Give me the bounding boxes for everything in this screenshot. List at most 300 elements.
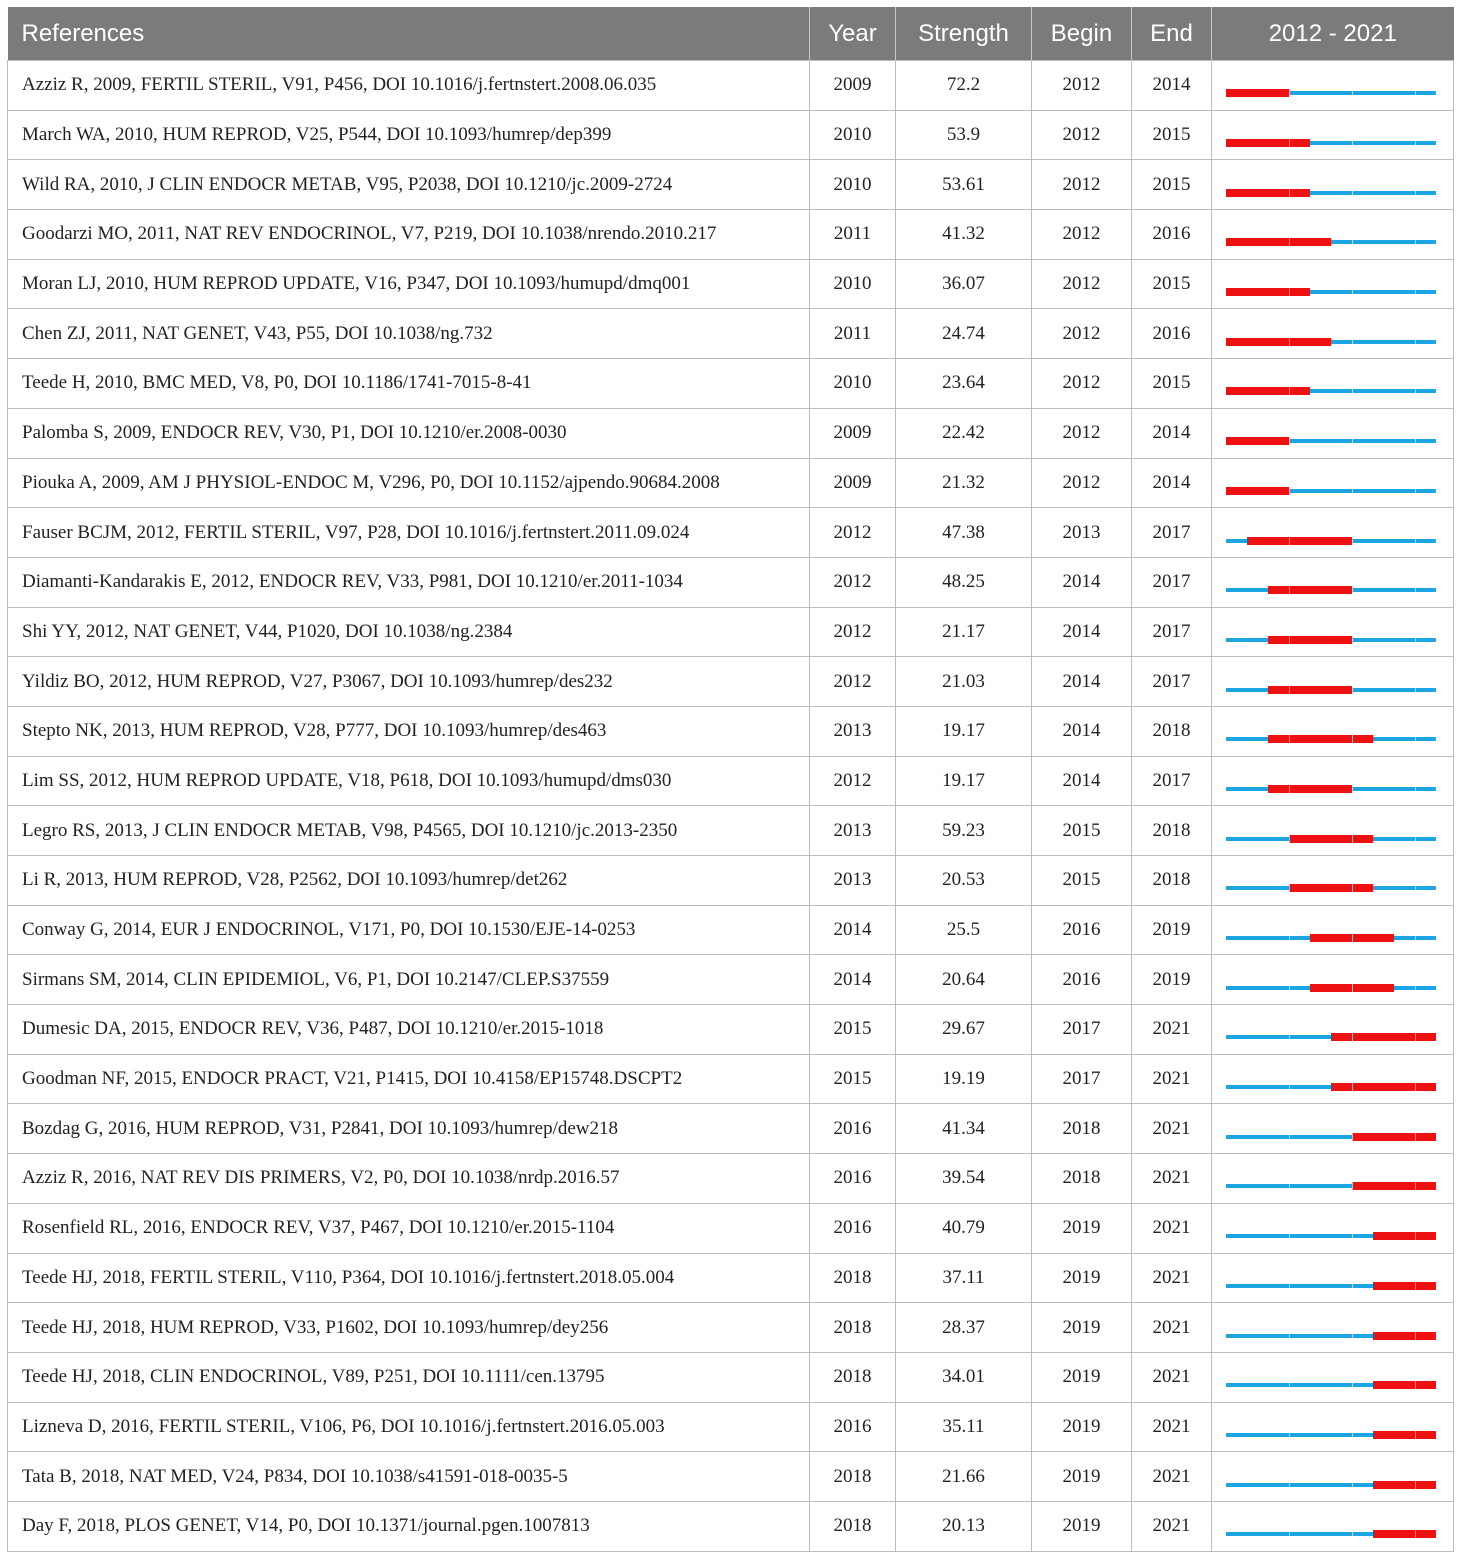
burst-timeline-cell xyxy=(1212,160,1454,210)
end-cell: 2021 xyxy=(1132,1352,1212,1402)
table-row xyxy=(8,1402,1454,1452)
burst-timeline-cell xyxy=(1212,1154,1454,1204)
burst-segment xyxy=(1352,1182,1436,1190)
end-cell: 2015 xyxy=(1132,160,1212,210)
strength-cell: 72.2 xyxy=(896,61,1032,111)
year-cell: 2011 xyxy=(810,309,896,359)
timeline-divider xyxy=(1352,1182,1353,1190)
reference-cell: Day F, 2018, PLOS GENET, V14, P0, DOI 10.1371/journal.pgen.1007813 xyxy=(8,1501,810,1551)
timeline-divider xyxy=(1352,487,1353,495)
end-cell: 2017 xyxy=(1132,657,1212,707)
strength-cell: 24.74 xyxy=(896,309,1032,359)
burst-timeline xyxy=(1212,1055,1454,1103)
burst-timeline-cell xyxy=(1212,1303,1454,1353)
burst-timeline xyxy=(1212,1204,1454,1252)
burst-timeline-cell xyxy=(1212,756,1454,806)
burst-segment xyxy=(1289,884,1373,892)
table-row xyxy=(8,309,1454,359)
table-row xyxy=(8,557,1454,607)
header-begin: Begin xyxy=(1032,7,1132,61)
strength-cell: 48.25 xyxy=(896,557,1032,607)
burst-timeline-cell xyxy=(1212,1054,1454,1104)
timeline-divider xyxy=(1289,1033,1290,1041)
burst-timeline-cell xyxy=(1212,607,1454,657)
timeline-divider xyxy=(1289,1282,1290,1290)
year-cell: 2009 xyxy=(810,458,896,508)
begin-cell: 2012 xyxy=(1032,408,1132,458)
timeline-divider xyxy=(1352,387,1353,395)
reference-cell: Stepto NK, 2013, HUM REPROD, V28, P777, DOI 10.1093/humrep/des463 xyxy=(8,706,810,756)
reference-cell: Conway G, 2014, EUR J ENDOCRINOL, V171, P0, DOI 10.1530/EJE-14-0253 xyxy=(8,905,810,955)
strength-cell: 53.9 xyxy=(896,110,1032,160)
end-cell: 2021 xyxy=(1132,1501,1212,1551)
timeline-divider xyxy=(1352,835,1353,843)
table-row xyxy=(8,1104,1454,1154)
end-cell: 2015 xyxy=(1132,359,1212,409)
end-cell: 2017 xyxy=(1132,508,1212,558)
strength-cell: 21.17 xyxy=(896,607,1032,657)
timeline-divider xyxy=(1352,934,1353,942)
year-cell: 2009 xyxy=(810,61,896,111)
burst-segment xyxy=(1268,735,1373,743)
burst-timeline-cell xyxy=(1212,359,1454,409)
burst-timeline xyxy=(1212,111,1454,159)
reference-cell: Wild RA, 2010, J CLIN ENDOCR METAB, V95, P2038, DOI 10.1210/jc.2009-2724 xyxy=(8,160,810,210)
timeline-divider xyxy=(1415,89,1416,97)
timeline-divider xyxy=(1415,1083,1416,1091)
timeline-divider xyxy=(1289,984,1290,992)
burst-timeline xyxy=(1212,1154,1454,1202)
burst-segment xyxy=(1226,338,1331,346)
burst-timeline-cell xyxy=(1212,1452,1454,1502)
reference-cell: Fauser BCJM, 2012, FERTIL STERIL, V97, P28, DOI 10.1016/j.fertnstert.2011.09.024 xyxy=(8,508,810,558)
table-row xyxy=(8,110,1454,160)
burst-timeline xyxy=(1212,608,1454,656)
table-row xyxy=(8,905,1454,955)
table-row xyxy=(8,607,1454,657)
begin-cell: 2012 xyxy=(1032,309,1132,359)
strength-cell: 21.66 xyxy=(896,1452,1032,1502)
timeline-divider xyxy=(1289,1381,1290,1389)
timeline-divider xyxy=(1289,785,1290,793)
burst-timeline xyxy=(1212,707,1454,755)
burst-timeline-cell xyxy=(1212,806,1454,856)
begin-cell: 2016 xyxy=(1032,955,1132,1005)
timeline-divider xyxy=(1289,586,1290,594)
burst-timeline-cell xyxy=(1212,1005,1454,1055)
timeline-divider xyxy=(1289,387,1290,395)
timeline-divider xyxy=(1289,1232,1290,1240)
timeline-divider xyxy=(1415,1332,1416,1340)
begin-cell: 2015 xyxy=(1032,806,1132,856)
burst-table-container xyxy=(7,7,1453,1552)
begin-cell: 2019 xyxy=(1032,1452,1132,1502)
year-cell: 2018 xyxy=(810,1352,896,1402)
year-cell: 2009 xyxy=(810,408,896,458)
reference-cell: Teede H, 2010, BMC MED, V8, P0, DOI 10.1186/1741-7015-8-41 xyxy=(8,359,810,409)
strength-cell: 36.07 xyxy=(896,259,1032,309)
header-timeline-range: 2012 - 2021 xyxy=(1212,7,1454,61)
begin-cell: 2012 xyxy=(1032,210,1132,260)
burst-timeline xyxy=(1212,856,1454,904)
timeline-divider xyxy=(1415,387,1416,395)
strength-cell: 19.19 xyxy=(896,1054,1032,1104)
year-cell: 2018 xyxy=(810,1303,896,1353)
burst-segment xyxy=(1373,1481,1436,1489)
timeline-divider xyxy=(1289,537,1290,545)
reference-cell: Yildiz BO, 2012, HUM REPROD, V27, P3067, DOI 10.1093/humrep/des232 xyxy=(8,657,810,707)
table-row xyxy=(8,160,1454,210)
burst-segment xyxy=(1373,1332,1436,1340)
table-row xyxy=(8,657,1454,707)
reference-cell: March WA, 2010, HUM REPROD, V25, P544, DOI 10.1093/humrep/dep399 xyxy=(8,110,810,160)
timeline-divider xyxy=(1415,1232,1416,1240)
burst-segment xyxy=(1373,1282,1436,1290)
reference-cell: Li R, 2013, HUM REPROD, V28, P2562, DOI 10.1093/humrep/det262 xyxy=(8,856,810,906)
burst-segment xyxy=(1373,1530,1436,1538)
burst-timeline xyxy=(1212,906,1454,954)
timeline-divider xyxy=(1289,437,1290,445)
burst-segment xyxy=(1226,288,1310,296)
burst-segment xyxy=(1226,189,1310,197)
year-cell: 2018 xyxy=(810,1452,896,1502)
begin-cell: 2012 xyxy=(1032,160,1132,210)
strength-cell: 40.79 xyxy=(896,1203,1032,1253)
timeline-divider xyxy=(1415,735,1416,743)
timeline-divider xyxy=(1289,1431,1290,1439)
burst-timeline xyxy=(1212,956,1454,1004)
reference-cell: Azziz R, 2016, NAT REV DIS PRIMERS, V2, P0, DOI 10.1038/nrdp.2016.57 xyxy=(8,1154,810,1204)
burst-timeline-cell xyxy=(1212,905,1454,955)
burst-timeline xyxy=(1212,161,1454,209)
table-row xyxy=(8,1452,1454,1502)
timeline-divider xyxy=(1415,1033,1416,1041)
timeline-divider xyxy=(1415,139,1416,147)
burst-segment xyxy=(1268,686,1352,694)
timeline-divider xyxy=(1415,636,1416,644)
reference-cell: Moran LJ, 2010, HUM REPROD UPDATE, V16, P347, DOI 10.1093/humupd/dmq001 xyxy=(8,259,810,309)
timeline-divider xyxy=(1289,1182,1290,1190)
timeline-divider xyxy=(1289,934,1290,942)
timeline-divider xyxy=(1352,984,1353,992)
strength-cell: 41.32 xyxy=(896,210,1032,260)
timeline-divider xyxy=(1289,835,1290,843)
year-cell: 2012 xyxy=(810,557,896,607)
year-cell: 2012 xyxy=(810,657,896,707)
burst-segment xyxy=(1289,835,1373,843)
timeline-divider xyxy=(1352,1381,1353,1389)
begin-cell: 2012 xyxy=(1032,259,1132,309)
end-cell: 2021 xyxy=(1132,1104,1212,1154)
timeline-divider xyxy=(1352,537,1353,545)
year-cell: 2018 xyxy=(810,1253,896,1303)
end-cell: 2014 xyxy=(1132,458,1212,508)
reference-cell: Diamanti-Kandarakis E, 2012, ENDOCR REV, V33, P981, DOI 10.1210/er.2011-1034 xyxy=(8,557,810,607)
begin-cell: 2019 xyxy=(1032,1352,1132,1402)
table-row xyxy=(8,856,1454,906)
timeline-divider xyxy=(1352,1481,1353,1489)
timeline-divider xyxy=(1415,288,1416,296)
burst-segment xyxy=(1268,785,1352,793)
burst-timeline-cell xyxy=(1212,706,1454,756)
burst-timeline-cell xyxy=(1212,1253,1454,1303)
burst-segment xyxy=(1373,1232,1436,1240)
year-cell: 2010 xyxy=(810,160,896,210)
timeline-divider xyxy=(1352,1133,1353,1141)
end-cell: 2014 xyxy=(1132,61,1212,111)
timeline-divider xyxy=(1352,785,1353,793)
year-cell: 2012 xyxy=(810,508,896,558)
strength-cell: 37.11 xyxy=(896,1253,1032,1303)
timeline-divider xyxy=(1352,139,1353,147)
table-row xyxy=(8,359,1454,409)
burst-timeline xyxy=(1212,807,1454,855)
header-row xyxy=(8,7,1454,61)
reference-cell: Rosenfield RL, 2016, ENDOCR REV, V37, P467, DOI 10.1210/er.2015-1104 xyxy=(8,1203,810,1253)
year-cell: 2013 xyxy=(810,706,896,756)
year-cell: 2011 xyxy=(810,210,896,260)
timeline-divider xyxy=(1289,139,1290,147)
begin-cell: 2018 xyxy=(1032,1154,1132,1204)
table-row xyxy=(8,955,1454,1005)
table-row xyxy=(8,756,1454,806)
burst-timeline xyxy=(1212,1304,1454,1352)
end-cell: 2018 xyxy=(1132,806,1212,856)
timeline-divider xyxy=(1415,487,1416,495)
begin-cell: 2017 xyxy=(1032,1054,1132,1104)
table-row xyxy=(8,1154,1454,1204)
strength-cell: 41.34 xyxy=(896,1104,1032,1154)
begin-cell: 2014 xyxy=(1032,557,1132,607)
table-row xyxy=(8,1501,1454,1551)
burst-timeline xyxy=(1212,1353,1454,1401)
end-cell: 2015 xyxy=(1132,259,1212,309)
end-cell: 2021 xyxy=(1132,1402,1212,1452)
timeline-divider xyxy=(1415,537,1416,545)
end-cell: 2021 xyxy=(1132,1303,1212,1353)
timeline-divider xyxy=(1415,686,1416,694)
table-body xyxy=(8,61,1454,1552)
year-cell: 2015 xyxy=(810,1005,896,1055)
year-cell: 2016 xyxy=(810,1104,896,1154)
table-row xyxy=(8,806,1454,856)
reference-cell: Sirmans SM, 2014, CLIN EPIDEMIOL, V6, P1, DOI 10.2147/CLEP.S37559 xyxy=(8,955,810,1005)
year-cell: 2010 xyxy=(810,110,896,160)
timeline-divider xyxy=(1415,884,1416,892)
year-cell: 2016 xyxy=(810,1402,896,1452)
timeline-divider xyxy=(1415,1530,1416,1538)
begin-cell: 2014 xyxy=(1032,607,1132,657)
table-row xyxy=(8,408,1454,458)
timeline-divider xyxy=(1352,338,1353,346)
begin-cell: 2015 xyxy=(1032,856,1132,906)
year-cell: 2010 xyxy=(810,359,896,409)
end-cell: 2021 xyxy=(1132,1005,1212,1055)
timeline-divider xyxy=(1289,487,1290,495)
begin-cell: 2019 xyxy=(1032,1203,1132,1253)
timeline-divider xyxy=(1289,1133,1290,1141)
table-row xyxy=(8,61,1454,111)
reference-cell: Dumesic DA, 2015, ENDOCR REV, V36, P487, DOI 10.1210/er.2015-1018 xyxy=(8,1005,810,1055)
reference-cell: Tata B, 2018, NAT MED, V24, P834, DOI 10.1038/s41591-018-0035-5 xyxy=(8,1452,810,1502)
timeline-divider xyxy=(1352,89,1353,97)
reference-cell: Teede HJ, 2018, FERTIL STERIL, V110, P364, DOI 10.1016/j.fertnstert.2018.05.004 xyxy=(8,1253,810,1303)
burst-timeline xyxy=(1212,1453,1454,1501)
timeline-divider xyxy=(1415,238,1416,246)
timeline-divider xyxy=(1415,1431,1416,1439)
burst-timeline-cell xyxy=(1212,1501,1454,1551)
timeline-divider xyxy=(1352,1431,1353,1439)
burst-segment xyxy=(1247,537,1352,545)
year-cell: 2016 xyxy=(810,1154,896,1204)
table-row xyxy=(8,1005,1454,1055)
timeline-divider xyxy=(1352,1033,1353,1041)
reference-cell: Goodman NF, 2015, ENDOCR PRACT, V21, P1415, DOI 10.4158/EP15748.DSCPT2 xyxy=(8,1054,810,1104)
burst-timeline-cell xyxy=(1212,657,1454,707)
timeline-divider xyxy=(1415,1282,1416,1290)
end-cell: 2016 xyxy=(1132,210,1212,260)
table-row xyxy=(8,508,1454,558)
year-cell: 2016 xyxy=(810,1203,896,1253)
strength-cell: 20.53 xyxy=(896,856,1032,906)
timeline-divider xyxy=(1289,1332,1290,1340)
table-row xyxy=(8,1054,1454,1104)
burst-timeline xyxy=(1212,459,1454,507)
reference-cell: Lizneva D, 2016, FERTIL STERIL, V106, P6, DOI 10.1016/j.fertnstert.2016.05.003 xyxy=(8,1402,810,1452)
burst-segment xyxy=(1268,586,1352,594)
end-cell: 2019 xyxy=(1132,905,1212,955)
end-cell: 2017 xyxy=(1132,756,1212,806)
end-cell: 2021 xyxy=(1132,1154,1212,1204)
burst-timeline-cell xyxy=(1212,1104,1454,1154)
strength-cell: 59.23 xyxy=(896,806,1032,856)
burst-segment xyxy=(1226,487,1289,495)
begin-cell: 2014 xyxy=(1032,657,1132,707)
timeline-divider xyxy=(1415,785,1416,793)
timeline-divider xyxy=(1415,984,1416,992)
timeline-divider xyxy=(1352,636,1353,644)
timeline-divider xyxy=(1352,1232,1353,1240)
year-cell: 2014 xyxy=(810,905,896,955)
burst-timeline xyxy=(1212,509,1454,557)
strength-cell: 53.61 xyxy=(896,160,1032,210)
timeline-divider xyxy=(1352,238,1353,246)
strength-cell: 34.01 xyxy=(896,1352,1032,1402)
timeline-divider xyxy=(1415,586,1416,594)
year-cell: 2010 xyxy=(810,259,896,309)
burst-timeline xyxy=(1212,61,1454,109)
burst-timeline-cell xyxy=(1212,557,1454,607)
timeline-divider xyxy=(1289,1530,1290,1538)
header-strength: Strength xyxy=(896,7,1032,61)
burst-timeline-cell xyxy=(1212,259,1454,309)
timeline-divider xyxy=(1352,686,1353,694)
begin-cell: 2019 xyxy=(1032,1303,1132,1353)
timeline-divider xyxy=(1352,1332,1353,1340)
timeline-divider xyxy=(1289,884,1290,892)
burst-timeline xyxy=(1212,1403,1454,1451)
burst-timeline xyxy=(1212,260,1454,308)
reference-cell: Teede HJ, 2018, HUM REPROD, V33, P1602, DOI 10.1093/humrep/dey256 xyxy=(8,1303,810,1353)
strength-cell: 19.17 xyxy=(896,706,1032,756)
begin-cell: 2019 xyxy=(1032,1253,1132,1303)
begin-cell: 2012 xyxy=(1032,110,1132,160)
begin-cell: 2013 xyxy=(1032,508,1132,558)
burst-timeline xyxy=(1212,310,1454,358)
strength-cell: 20.13 xyxy=(896,1501,1032,1551)
burst-timeline-cell xyxy=(1212,1203,1454,1253)
timeline-divider xyxy=(1352,735,1353,743)
table-row xyxy=(8,210,1454,260)
timeline-divider xyxy=(1289,686,1290,694)
burst-timeline-cell xyxy=(1212,458,1454,508)
end-cell: 2021 xyxy=(1132,1054,1212,1104)
year-cell: 2013 xyxy=(810,856,896,906)
year-cell: 2014 xyxy=(810,955,896,1005)
year-cell: 2018 xyxy=(810,1501,896,1551)
reference-cell: Piouka A, 2009, AM J PHYSIOL-ENDOC M, V296, P0, DOI 10.1152/ajpendo.90684.2008 xyxy=(8,458,810,508)
burst-segment xyxy=(1352,1133,1436,1141)
timeline-divider xyxy=(1415,1133,1416,1141)
end-cell: 2021 xyxy=(1132,1203,1212,1253)
burst-segment xyxy=(1331,1033,1436,1041)
begin-cell: 2019 xyxy=(1032,1501,1132,1551)
burst-timeline-cell xyxy=(1212,210,1454,260)
reference-cell: Legro RS, 2013, J CLIN ENDOCR METAB, V98, P4565, DOI 10.1210/jc.2013-2350 xyxy=(8,806,810,856)
burst-timeline-cell xyxy=(1212,508,1454,558)
citation-burst-table xyxy=(7,7,1454,1552)
burst-timeline xyxy=(1212,359,1454,407)
timeline-divider xyxy=(1415,338,1416,346)
timeline-divider xyxy=(1415,189,1416,197)
strength-cell: 21.32 xyxy=(896,458,1032,508)
strength-cell: 39.54 xyxy=(896,1154,1032,1204)
burst-segment xyxy=(1373,1381,1436,1389)
burst-timeline xyxy=(1212,658,1454,706)
year-cell: 2015 xyxy=(810,1054,896,1104)
timeline-divider xyxy=(1289,636,1290,644)
strength-cell: 23.64 xyxy=(896,359,1032,409)
timeline-divider xyxy=(1289,1083,1290,1091)
table-row xyxy=(8,259,1454,309)
begin-cell: 2019 xyxy=(1032,1402,1132,1452)
burst-timeline-cell xyxy=(1212,408,1454,458)
end-cell: 2018 xyxy=(1132,856,1212,906)
end-cell: 2021 xyxy=(1132,1452,1212,1502)
reference-cell: Bozdag G, 2016, HUM REPROD, V31, P2841, DOI 10.1093/humrep/dew218 xyxy=(8,1104,810,1154)
header-year: Year xyxy=(810,7,896,61)
begin-cell: 2014 xyxy=(1032,706,1132,756)
end-cell: 2015 xyxy=(1132,110,1212,160)
header-references: References xyxy=(8,7,810,61)
burst-timeline-cell xyxy=(1212,1352,1454,1402)
timeline-divider xyxy=(1415,835,1416,843)
end-cell: 2014 xyxy=(1132,408,1212,458)
timeline-divider xyxy=(1289,735,1290,743)
burst-timeline xyxy=(1212,409,1454,457)
end-cell: 2019 xyxy=(1132,955,1212,1005)
burst-timeline xyxy=(1212,757,1454,805)
burst-timeline xyxy=(1212,558,1454,606)
timeline-divider xyxy=(1415,1481,1416,1489)
timeline-divider xyxy=(1352,1282,1353,1290)
burst-timeline-cell xyxy=(1212,856,1454,906)
reference-cell: Palomba S, 2009, ENDOCR REV, V30, P1, DOI 10.1210/er.2008-0030 xyxy=(8,408,810,458)
burst-segment xyxy=(1226,89,1289,97)
table-row xyxy=(8,1253,1454,1303)
reference-cell: Chen ZJ, 2011, NAT GENET, V43, P55, DOI 10.1038/ng.732 xyxy=(8,309,810,359)
table-row xyxy=(8,1203,1454,1253)
